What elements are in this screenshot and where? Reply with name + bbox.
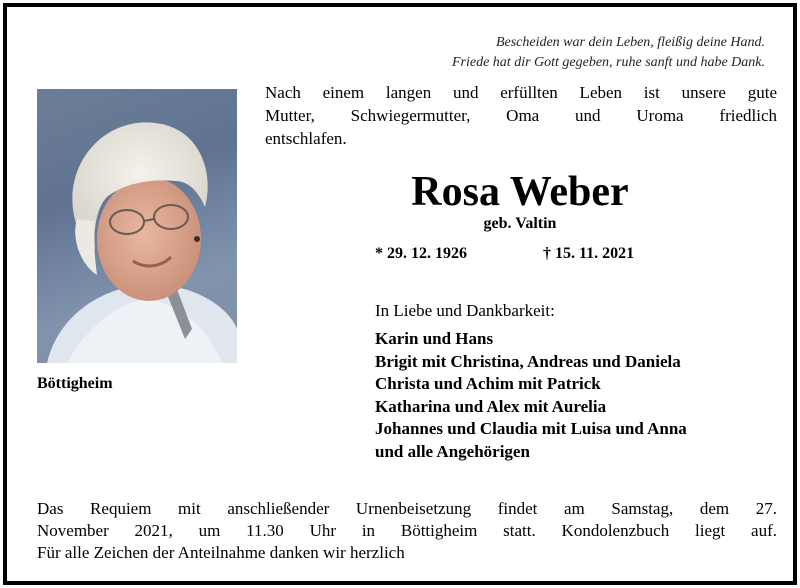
mourner-line: Johannes und Claudia mit Luisa und Anna (375, 419, 687, 438)
motto-line-1: Bescheiden war dein Leben, fleißig deine Hand. (495, 35, 765, 50)
mourners-heading: In Liebe und Dankbarkeit: (375, 301, 555, 320)
obituary-frame (3, 3, 797, 585)
place-name: Böttigheim (37, 375, 113, 392)
deceased-name: Rosa Weber (411, 169, 629, 215)
death-date: † 15. 11. 2021 (543, 245, 635, 262)
motto-line-2: Friede hat dir Gott gegeben, ruhe sanft und habe Dank. (451, 55, 765, 70)
intro-line-1: Nach einem langen und erfüllten Leben ist unsere gute (265, 83, 777, 102)
footer-line-3: Für alle Zeichen der Anteilnahme danken wir herzlich (37, 543, 405, 562)
footer-line-2: November 2021, um 11.30 Uhr in Böttigheim statt. Kondolenzbuch liegt auf. (37, 521, 777, 540)
portrait-photo (37, 89, 237, 363)
mourners-list (375, 328, 687, 463)
mourner-line: Christa und Achim mit Patrick (375, 374, 601, 393)
mourner-line: und alle Angehörigen (375, 441, 530, 461)
maiden-name: geb. Valtin (483, 215, 557, 232)
intro-text (265, 81, 777, 150)
requiem-notice (37, 498, 777, 564)
portrait-illustration (37, 89, 237, 363)
mourner-line: Brigit mit Christina, Andreas und Daniela (375, 351, 681, 371)
motto-verse (452, 33, 765, 73)
intro-line-3: entschlafen. (265, 129, 347, 148)
mourner-line: Katharina und Alex mit Aurelia (375, 396, 607, 416)
mourner-line: Karin und Hans (375, 329, 494, 348)
footer-line-1: Das Requiem mit anschließender Urnenbeisetzung findet am Samstag, dem 27. (37, 499, 777, 518)
intro-line-2: Mutter, Schwiegermutter, Oma und Uroma friedlich (265, 106, 777, 125)
birth-date: * 29. 12. 1926 (375, 245, 467, 262)
